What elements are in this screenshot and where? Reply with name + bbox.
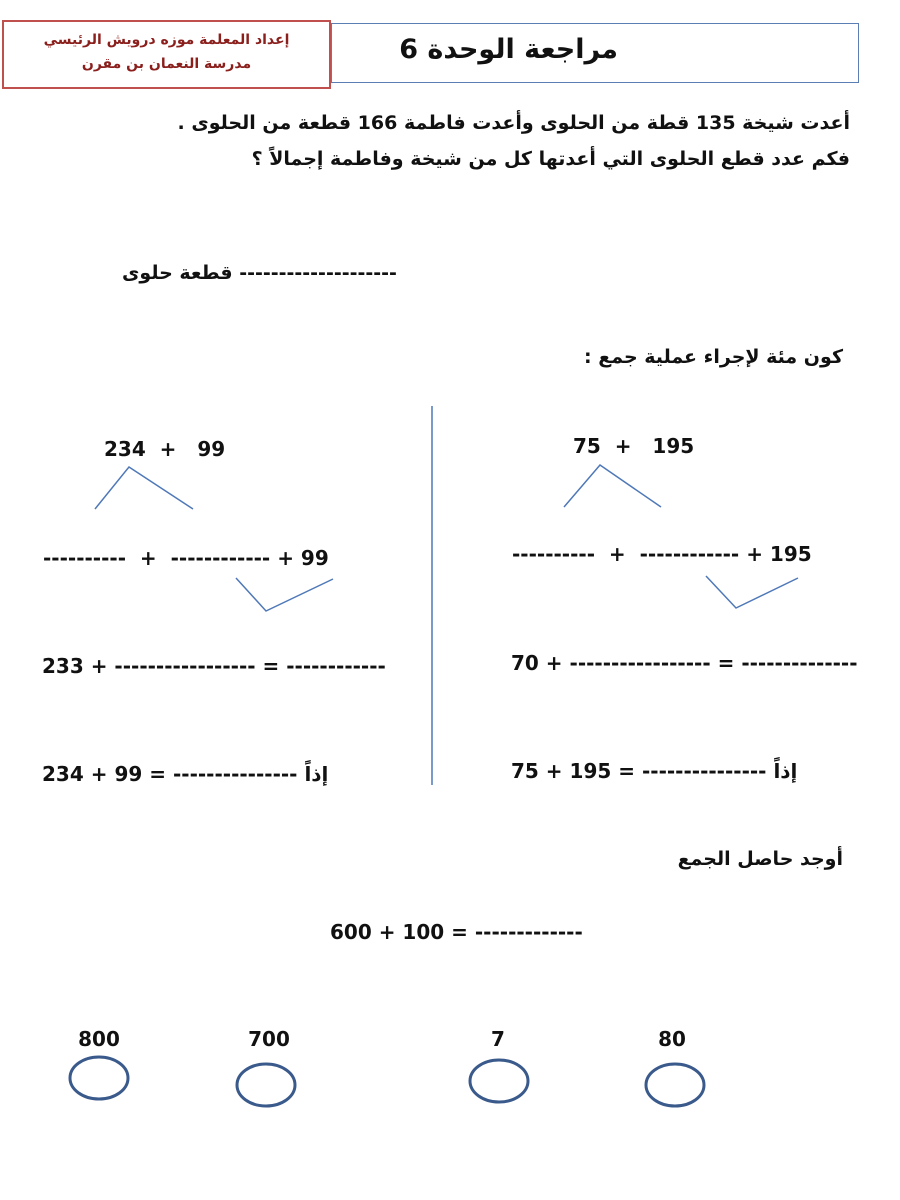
option-oval-7 <box>470 1060 528 1102</box>
question3-equation[interactable]: 600 + 100 = ------------- <box>330 920 583 944</box>
question2-instruction: كون مئة لإجراء عملية جمع : <box>584 346 843 368</box>
right-step2[interactable]: 70 + ----------------- = -------------- <box>511 651 858 675</box>
left-combine-branch <box>236 578 333 611</box>
right-step1[interactable]: ---------- + ------------ + 195 <box>512 542 812 566</box>
option-700[interactable]: 700 <box>248 1027 290 1051</box>
left-step1[interactable]: ---------- + ------------ + 99 <box>43 546 329 570</box>
question1-answer-line[interactable]: -------------------- قطعة حلوى <box>122 262 397 284</box>
right-combine-branch <box>706 576 798 608</box>
option-800[interactable]: 800 <box>78 1027 120 1051</box>
right-conclusion[interactable]: إذاً --------------- = 195 + 75 <box>511 759 798 783</box>
right-split-branch <box>564 465 661 507</box>
right-expression: 75 + 195 <box>573 434 695 458</box>
left-conclusion[interactable]: إذاً --------------- = 99 + 234 <box>42 762 329 786</box>
left-step2[interactable]: 233 + ----------------- = ------------ <box>42 654 386 678</box>
credit-teacher: إعداد المعلمة موزه درويش الرئيسي <box>43 32 290 48</box>
question1-line1: أعدت شيخة 135 قطة من الحلوى وأعدت فاطمة 166 قطعة من الحلوى . <box>177 112 850 134</box>
option-oval-80 <box>646 1064 704 1106</box>
option-oval-800 <box>70 1057 128 1099</box>
left-split-branch <box>95 467 193 509</box>
option-oval-700 <box>237 1064 295 1106</box>
option-80[interactable]: 80 <box>658 1027 686 1051</box>
credit-school: مدرسة النعمان بن مقرن <box>81 56 252 72</box>
page-title: مراجعة الوحدة 6 <box>399 34 618 65</box>
question1-line2: فكم عدد قطع الحلوى التي أعدتها كل من شيخة وفاطمة إجمالاً ؟ <box>251 148 850 170</box>
left-expression: 234 + 99 <box>104 437 226 461</box>
question3-instruction: أوجد حاصل الجمع <box>677 848 843 870</box>
option-7[interactable]: 7 <box>491 1027 505 1051</box>
